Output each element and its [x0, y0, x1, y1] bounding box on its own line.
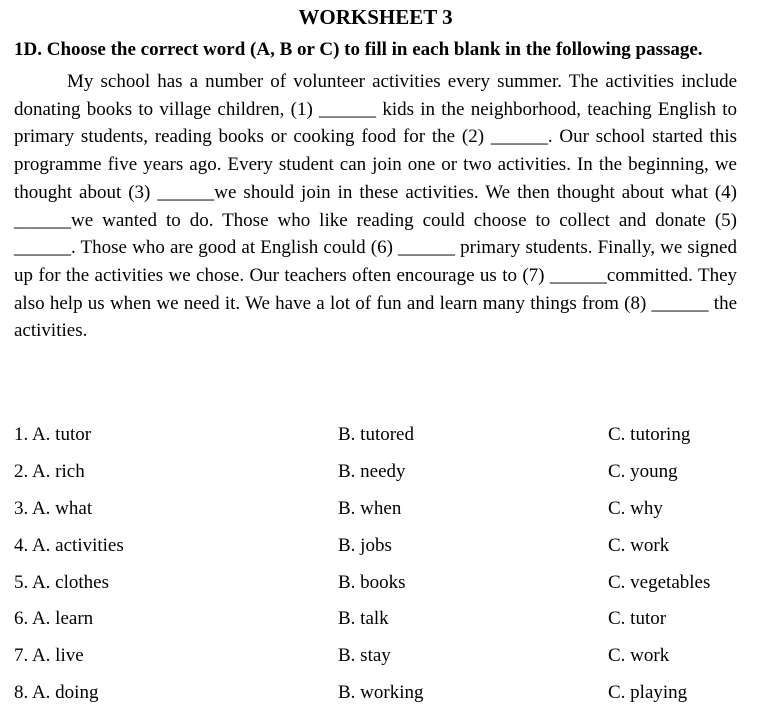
option-b: B. needy [338, 460, 406, 482]
question-row [14, 679, 737, 716]
question-row [14, 532, 737, 569]
option-b: B. jobs [338, 534, 392, 556]
question-row [14, 605, 737, 642]
option-b: B. talk [338, 608, 389, 630]
option-b: B. stay [338, 645, 391, 667]
option-a: 2. A. rich [14, 460, 85, 482]
option-a: 6. A. learn [14, 608, 94, 630]
option-c: C. playing [608, 682, 688, 704]
worksheet-page [14, 0, 737, 704]
option-c: C. why [608, 497, 663, 519]
option-b: B. tutored [338, 424, 414, 445]
option-b: B. working [338, 682, 424, 704]
option-a: 4. A. activities [14, 534, 124, 556]
option-c: C. tutoring [608, 424, 691, 445]
question-row [14, 458, 737, 495]
option-a: 5. A. clothes [14, 571, 109, 593]
option-b: B. when [338, 497, 402, 519]
question-row [14, 495, 737, 532]
option-c: C. young [608, 460, 678, 482]
option-a: 3. A. what [14, 497, 93, 519]
option-c: C. vegetables [608, 571, 711, 593]
option-a: 8. A. doing [14, 682, 99, 704]
question-row [14, 642, 737, 679]
worksheet-title: WORKSHEET 3 [298, 5, 453, 29]
question-row [14, 421, 737, 458]
reading-passage: My school has a number of volunteer activities every summer. The activities include donating books to village children, (1) ______ kids in the neighborhood, teaching English to primary students, reading books or cooking food for the (2) ______. Our school started this programme five years ago. Every student can join one or two activities. In the beginning, we thought about (3) ______we should join in these activities. We then thought about what (4) ______we wanted to do. Those who like reading could choose to collect and donate (5) ______. Those who are good at English could (6) ______ primary students. Finally, we signed up for the activities we chose. Our teachers often encourage us to (7) ______committed. They also help us when we need it. We have a lot of fun and learn many things from (8) ______ the activities. [14, 71, 737, 342]
option-c: C. work [608, 645, 670, 667]
question-row [14, 569, 737, 606]
option-a: 7. A. live [14, 645, 84, 667]
option-c: C. tutor [608, 608, 667, 630]
answer-options [14, 421, 737, 716]
option-c: C. work [608, 534, 670, 556]
option-b: B. books [338, 571, 406, 593]
option-a: 1. A. tutor [14, 424, 92, 445]
exercise-instruction: 1D. Choose the correct word (A, B or C) to fill in each blank in the following passage. [14, 39, 703, 60]
